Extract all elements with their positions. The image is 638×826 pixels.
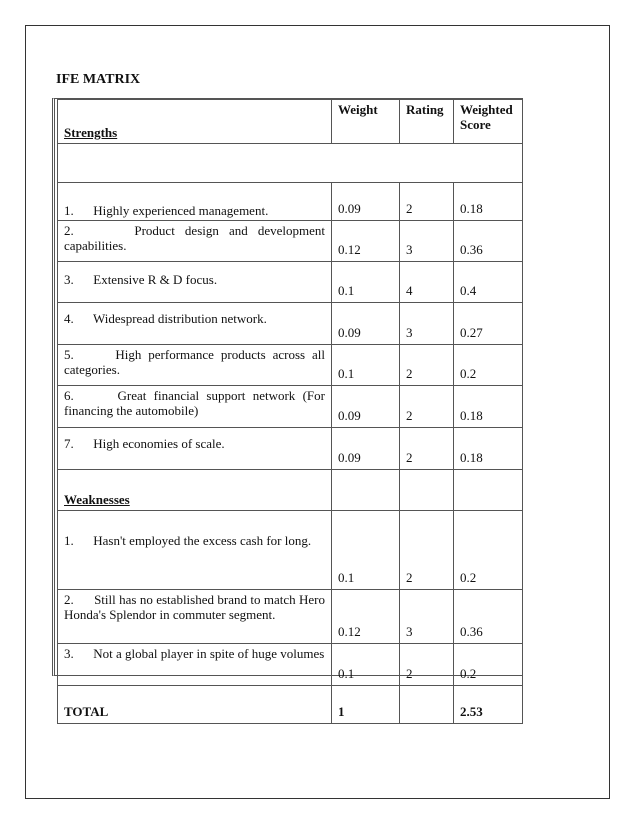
factor-cell: 6. Great financial support network (For financing the automobile) [58, 386, 332, 428]
factor-cell: 1. Highly experienced management. [58, 183, 332, 221]
total-rating [400, 686, 454, 724]
weight-cell: 0.09 [332, 386, 400, 428]
rating-cell: 2 [400, 511, 454, 590]
strengths-heading [58, 100, 332, 144]
table-row [58, 345, 523, 386]
total-label: TOTAL [58, 686, 332, 724]
spacer [58, 144, 523, 183]
rating-cell: 3 [400, 303, 454, 345]
factor-cell: 3. Extensive R & D focus. [58, 262, 332, 303]
page-title: IFE MATRIX [56, 72, 141, 87]
score-cell: 0.4 [454, 262, 523, 303]
score-cell: 0.18 [454, 428, 523, 470]
ife-matrix-table [57, 99, 523, 724]
table-row [58, 644, 523, 686]
score-cell: 0.36 [454, 590, 523, 644]
table-row [58, 590, 523, 644]
table-row [58, 303, 523, 345]
rating-cell: 2 [400, 428, 454, 470]
score-cell: 0.18 [454, 183, 523, 221]
score-cell: 0.2 [454, 644, 523, 686]
weight-cell: 0.1 [332, 644, 400, 686]
total-row [58, 686, 523, 724]
score-cell: 0.27 [454, 303, 523, 345]
header-row [58, 100, 523, 144]
factor-cell: 3. Not a global player in spite of huge volumes [58, 644, 332, 686]
score-cell: 0.36 [454, 221, 523, 262]
factor-cell: 2. Product design and development capabilities. [58, 221, 332, 262]
weight-header: Weight [332, 100, 400, 144]
factor-cell: 1. Hasn't employed the excess cash for long. [58, 511, 332, 590]
weight-cell: 0.1 [332, 345, 400, 386]
rating-cell: 4 [400, 262, 454, 303]
factor-cell: 5. High performance products across all categories. [58, 345, 332, 386]
weaknesses-label: Weaknesses [64, 492, 130, 507]
weight-cell: 0.12 [332, 221, 400, 262]
score-cell: 0.18 [454, 386, 523, 428]
total-weight: 1 [332, 686, 400, 724]
weight-cell: 0.1 [332, 511, 400, 590]
weaknesses-heading-row [58, 470, 523, 511]
table-row [58, 386, 523, 428]
rating-header: Rating [400, 100, 454, 144]
rating-cell: 2 [400, 183, 454, 221]
rating-cell: 3 [400, 221, 454, 262]
table-row [58, 183, 523, 221]
rating-cell: 2 [400, 644, 454, 686]
score-cell: 0.2 [454, 345, 523, 386]
factor-cell: 7. High economies of scale. [58, 428, 332, 470]
weight-cell: 0.09 [332, 428, 400, 470]
score-cell: 0.2 [454, 511, 523, 590]
table-row [58, 428, 523, 470]
rating-cell: 2 [400, 386, 454, 428]
score-header: Weighted Score [454, 100, 523, 144]
empty-cell [454, 470, 523, 511]
factor-cell: 2. Still has no established brand to match Hero Honda's Splendor in commuter segment. [58, 590, 332, 644]
weight-cell: 0.12 [332, 590, 400, 644]
rating-cell: 2 [400, 345, 454, 386]
rating-cell: 3 [400, 590, 454, 644]
empty-cell [332, 470, 400, 511]
weaknesses-heading [58, 470, 332, 511]
strengths-label: Strengths [64, 125, 118, 140]
table-row [58, 511, 523, 590]
weight-cell: 0.1 [332, 262, 400, 303]
weight-cell: 0.09 [332, 303, 400, 345]
weight-cell: 0.09 [332, 183, 400, 221]
table-row [58, 262, 523, 303]
empty-cell [400, 470, 454, 511]
factor-cell: 4. Widespread distribution network. [58, 303, 332, 345]
table-row [58, 221, 523, 262]
total-score: 2.53 [454, 686, 523, 724]
